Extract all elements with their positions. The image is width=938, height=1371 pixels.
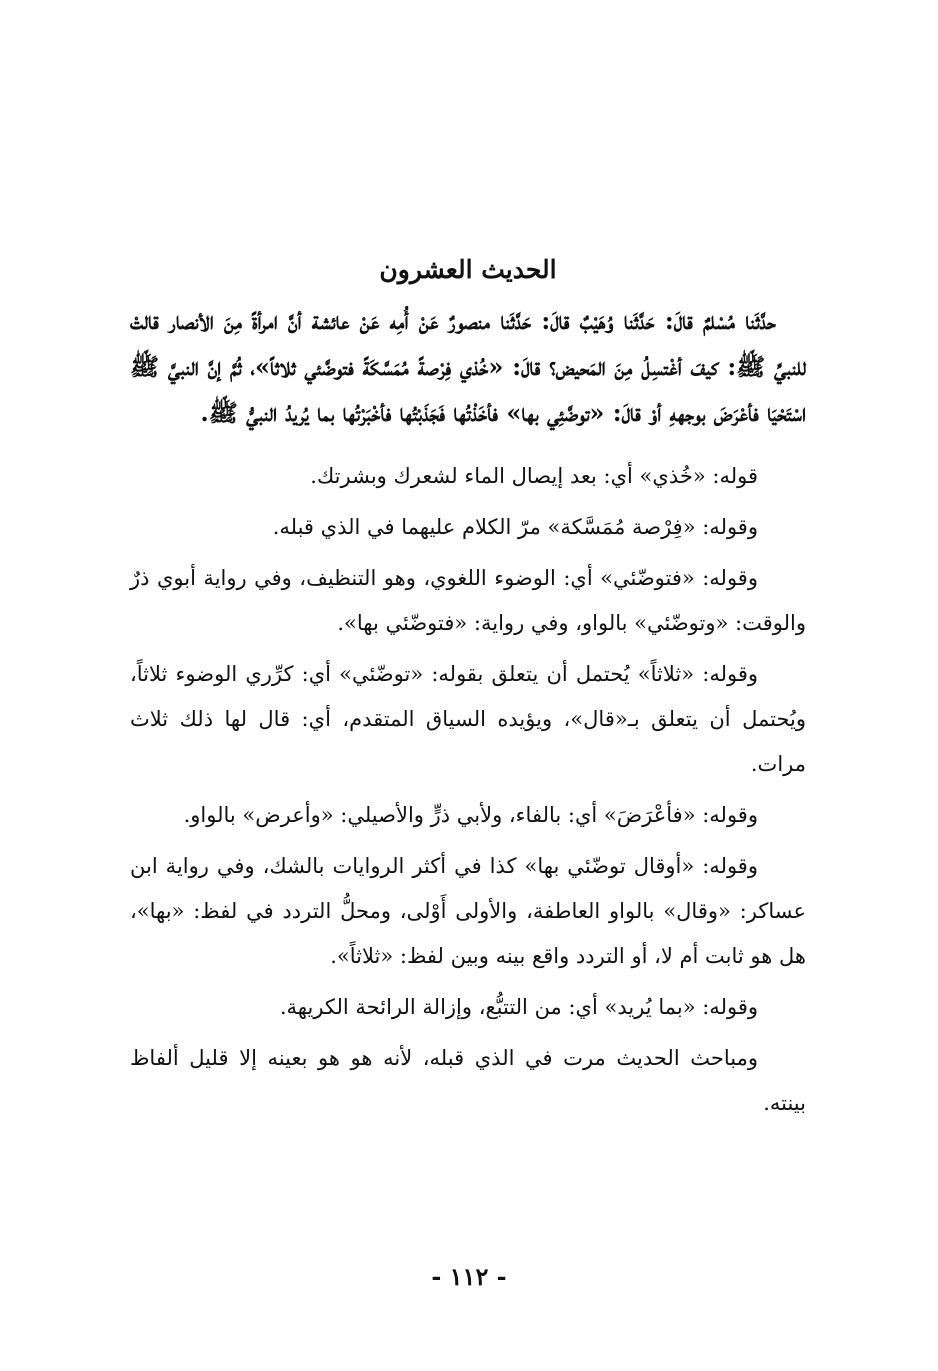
commentary-paragraph: وقوله: «أوقال توضّئي بها» كذا في أكثر الروايات بالشك، وفي رواية ابن عساكر: «وقال» بالواو العاطفة، والأولى أَوْلى، ومحلُّ التردد في لفظ: «بها»، هل هو ثابت أم لا، أو التردد واقع بينه وبين لفظ: «ثلاثاً». — [130, 854, 806, 968]
commentary-paragraph: قوله: «خُذي» أي: بعد إيصال الماء لشعرك وبشرتك. — [310, 464, 758, 488]
page-body — [130, 250, 806, 1132]
hadith-text: حدَّثَنا مُسْلمٌ قالَ: حَدَّثَنا وُهَيْبٌ قالَ: حَدَّثَنا منصورٌ عَنْ أُمِه عَنْ عائشة أنَّ امرأةً مِنَ الأنصار قالتْ للنبيِّ ﷺ: كيفَ أغْتسِلُ مِنَ المَحيض؟ قالَ: «خُذي فِرْصةً مُمَسَّكَةً فتوضَّئي ثلاثاً»، ثُمَّ إنَّ النبيَّ ﷺ اسْتَحْيَا فأعْرَضَ بوجههِ أوْ قالَ: «توضَّئِي بها» فأخَذْتُها فَجَذَبْتُها فأخْبَرْتُها بما يُريدُ النبيُّ ﷺ. — [130, 306, 806, 427]
page-number: - ١١٢ - — [431, 1262, 507, 1291]
commentary-paragraph: ومباحث الحديث مرت في الذي قبله، لأنه هو هو بعينه إلا قليل ألفاظ بينته. — [130, 1046, 806, 1115]
commentary-paragraph: وقوله: «بما يُريد» أي: من التتبُّع، وإزالة الرائحة الكريهة. — [279, 995, 758, 1019]
chapter-title: الحديث العشرون — [379, 255, 557, 284]
commentary-paragraph: وقوله: «فِرْصة مُمَسَّكة» مرّ الكلام عليهما في الذي قبله. — [272, 515, 758, 539]
commentary-paragraph: وقوله: «ثلاثاً» يُحتمل أن يتعلق بقوله: «توضّئي» أي: كرِّري الوضوء ثلاثاً، ويُحتمل أن يتعلق بـ«قال»، ويؤيده السياق المتقدم، أي: قال لها ذلك ثلاث مرات. — [130, 662, 806, 776]
commentary-paragraph: وقوله: «فأعْرَضَ» أي: بالفاء، ولأبي ذرٍّ والأصيلي: «وأعرض» بالواو. — [183, 803, 758, 827]
commentary-paragraph: وقوله: «فتوضّئي» أي: الوضوء اللغوي، وهو التنظيف، وفي رواية أبوي ذرٌ والوقت: «وتوضّئي» بالواو، وفي رواية: «فتوضّئي بها». — [130, 566, 806, 635]
